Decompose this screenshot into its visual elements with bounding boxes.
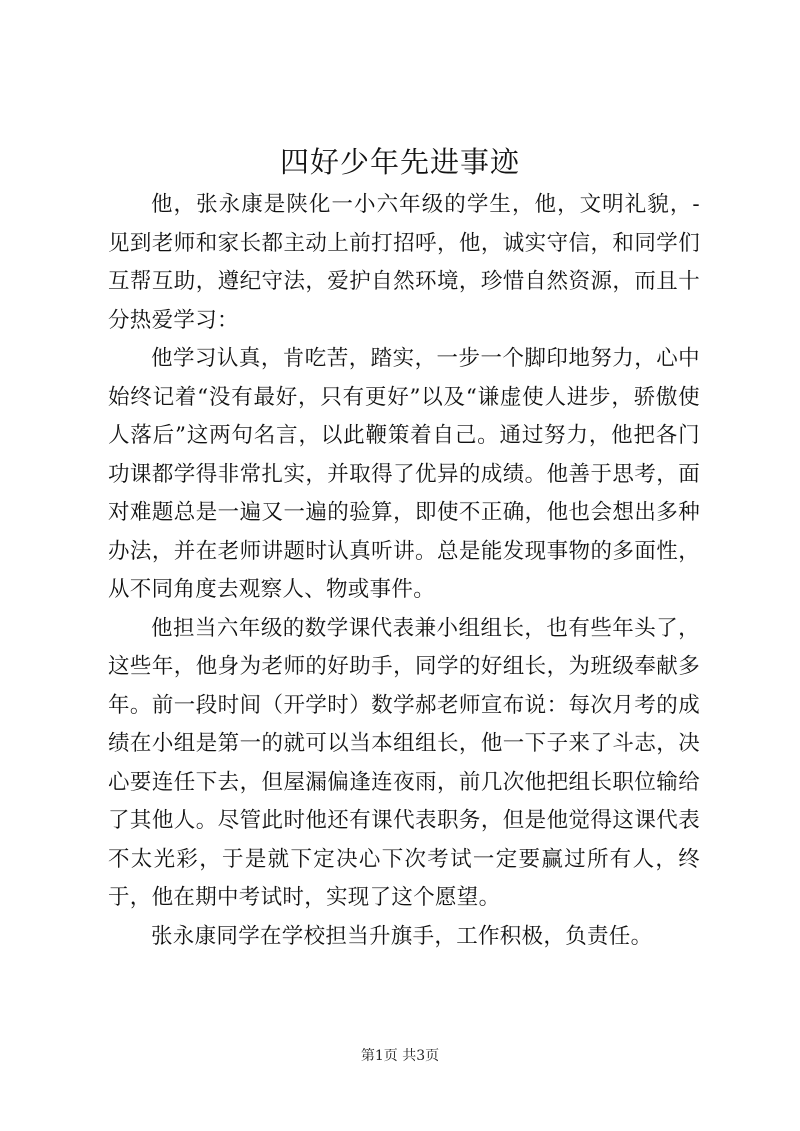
paragraph-duties: 他担当六年级的数学课代表兼小组组长，也有些年头了，这些年，他身为老师的好助手，同学的好组长，为班级奉献多年。前一段时间（开学时）数学郝老师宣布说：每次月考的成绩在小组是第一的就可以当本组组长，他一下子来了斗志，决心要连任下去，但屋漏偏逢连夜雨，前几次他把组长职位输给了其他人。尽管此时他还有课代表职务，但是他觉得这课代表不太光彩，于是就下定决心下次考试一定要赢过所有人，终于，他在期中考试时，实现了这个愿望。: [108, 615, 700, 910]
document-title: 四好少年先进事迹: [279, 145, 520, 179]
paragraph-study: 他学习认真，肯吃苦，踏实，一步一个脚印地努力，心中始终记着“没有最好，只有更好”以及“谦虚使人进步，骄傲使人落后”这两句名言，以此鞭策着自己。通过努力，他把各门功课都学得非常扎实，并取得了优异的成绩。他善于思考，面对难题总是一遍又一遍的验算，即使不正确，他也会想出多种办法，并在老师讲题时认真听讲。总是能发现事物的多面性，从不同角度去观察人、物或事件。: [108, 346, 700, 602]
paragraph-flag-raiser: 张永康同学在学校担当升旗手，工作积极，负责任。: [151, 923, 653, 949]
paragraph-intro: 他，张永康是陕化一小六年级的学生，他，文明礼貌，-见到老师和家长都主动上前打招呼，他，诚实守信，和同学们互帮互助，遵纪守法，爱护自然环境，珍惜自然资源，而且十分热爱学习：: [108, 192, 700, 333]
document-body: [108, 186, 700, 956]
page-footer: 第1页 共3页: [360, 1048, 440, 1064]
